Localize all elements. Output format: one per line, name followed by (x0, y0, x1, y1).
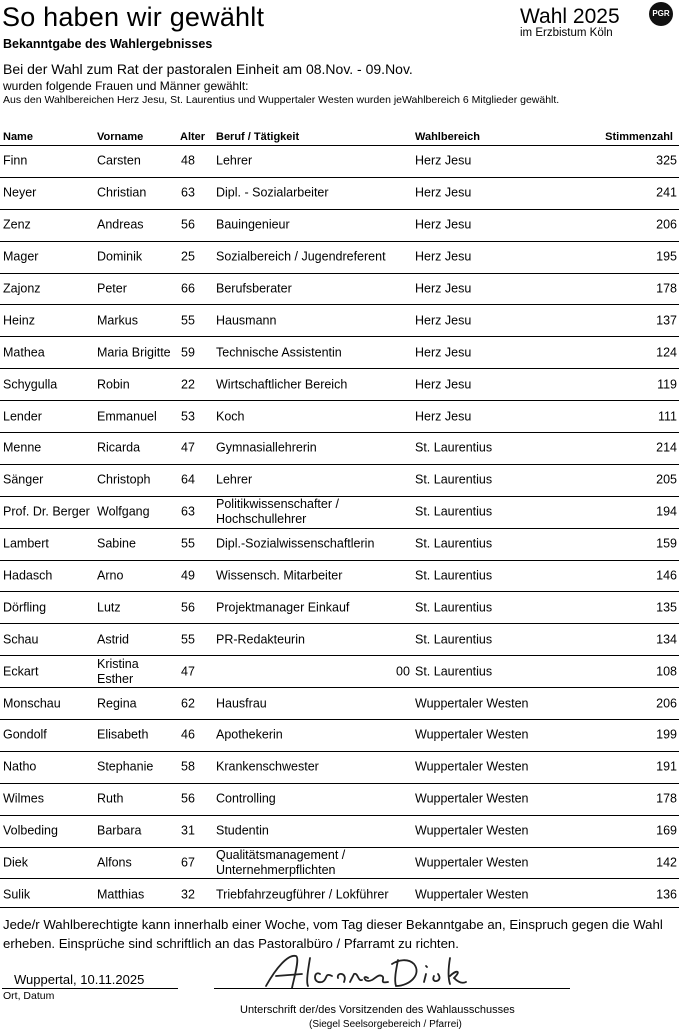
cell-beruf: Dipl.-Sozialwissenschaftlerin (216, 536, 375, 551)
signature-label: Unterschrift der/des Vorsitzenden des Wahlausschusses (240, 1004, 515, 1016)
cell-alter: 67 (181, 855, 195, 870)
table-row (0, 241, 679, 273)
election-brand (520, 6, 650, 39)
cell-wahlbereich: Herz Jesu (415, 249, 472, 264)
cell-wahlbereich: St. Laurentius (415, 632, 493, 647)
cell-wahlbereich: St. Laurentius (415, 568, 493, 583)
brand-main: Wahl 2025 (520, 5, 620, 28)
cell-stimmen: 178 (656, 791, 677, 806)
cell-stimmen: 135 (656, 600, 677, 615)
cell-wahlbereich: Herz Jesu (415, 409, 472, 424)
cell-name: Lambert (3, 536, 49, 551)
cell-vorname: Barbara (97, 823, 142, 838)
cell-wahlbereich: Wuppertaler Westen (415, 791, 529, 806)
cell-name: Menne (3, 440, 42, 455)
cell-beruf: Apothekerin (216, 727, 283, 742)
intro-line-3: Aus den Wahlbereichen Herz Jesu, St. Laurentius und Wuppertaler Westen wurden jeWahlbereich 6 Mitglieder gewählt. (3, 94, 560, 106)
cell-stimmen: 169 (656, 823, 677, 838)
table-row (0, 560, 679, 592)
cell-name: Zenz (3, 217, 31, 232)
cell-name: Prof. Dr. Berger (3, 504, 90, 519)
cell-wahlbereich: St. Laurentius (415, 504, 493, 519)
cell-beruf: Gymnasiallehrerin (216, 440, 317, 455)
cell-beruf: Triebfahrzeugführer / Lokführer (216, 887, 389, 902)
cell-name: Wilmes (3, 791, 44, 806)
cell-stimmen: 108 (656, 664, 677, 679)
cell-stimmen: 195 (656, 249, 677, 264)
signature-sublabel: (Siegel Seelsorgebereich / Pfarrei) (309, 1019, 462, 1030)
cell-name: Heinz (3, 313, 35, 328)
table-row (0, 336, 679, 368)
cell-name: Volbeding (3, 823, 58, 838)
cell-vorname: Matthias (97, 887, 145, 902)
cell-stimmen: 191 (656, 759, 677, 774)
cell-wahlbereich: Wuppertaler Westen (415, 727, 529, 742)
cell-name: Sulik (3, 887, 31, 902)
cell-vorname: Regina (97, 696, 137, 711)
cell-wahlbereich: Herz Jesu (415, 217, 472, 232)
cell-beruf: Hausfrau (216, 696, 267, 711)
cell-stimmen: 241 (656, 185, 677, 200)
cell-beruf: Wissensch. Mitarbeiter (216, 568, 343, 583)
cell-beruf: Projektmanager Einkauf (216, 600, 350, 615)
cell-vorname: Kristina Esther (97, 656, 139, 686)
cell-vorname: Sabine (97, 536, 136, 551)
cell-beruf: Koch (216, 409, 245, 424)
cell-beruf: Politikwissenschafter / Hochschullehrer (216, 497, 339, 527)
brand-sub: im Erzbistum Köln (520, 27, 613, 39)
cell-alter: 56 (181, 217, 195, 232)
cell-stimmen: 214 (656, 440, 677, 455)
cell-alter: 22 (181, 377, 195, 392)
cell-beruf: Technische Assistentin (216, 345, 342, 360)
cell-name: Hadasch (3, 568, 53, 583)
cell-wahlbereich: Herz Jesu (415, 281, 472, 296)
cell-stimmen: 205 (656, 472, 677, 487)
cell-beruf: Dipl. - Sozialarbeiter (216, 185, 329, 200)
cell-vorname: Andreas (97, 217, 144, 232)
cell-alter: 55 (181, 313, 195, 328)
pgr-badge: PGR (649, 2, 673, 26)
cell-alter: 56 (181, 791, 195, 806)
cell-name: Schygulla (3, 377, 58, 392)
cell-alter: 58 (181, 759, 195, 774)
header-alter: Alter (180, 131, 206, 143)
place-date-line (2, 988, 178, 989)
cell-alter: 59 (181, 345, 195, 360)
cell-wahlbereich: St. Laurentius (415, 600, 493, 615)
table-row (0, 878, 679, 910)
cell-name: Lender (3, 409, 42, 424)
table-row (0, 687, 679, 719)
header-stimmen: Stimmenzahl (605, 131, 673, 143)
cell-alter: 63 (181, 185, 195, 200)
cell-vorname: Lutz (97, 600, 121, 615)
cell-wahlbereich: Herz Jesu (415, 153, 472, 168)
cell-vorname: Christian (97, 185, 147, 200)
cell-name: Mathea (3, 345, 45, 360)
cell-wahlbereich: St. Laurentius (415, 664, 493, 679)
table-row (0, 719, 679, 751)
table-row (0, 496, 679, 528)
cell-alter: 56 (181, 600, 195, 615)
cell-vorname: Astrid (97, 632, 129, 647)
cell-vorname: Arno (97, 568, 124, 583)
cell-name: Sänger (3, 472, 44, 487)
table-row (0, 209, 679, 241)
cell-beruf: 00 (396, 664, 410, 679)
cell-beruf: PR-Redakteurin (216, 632, 305, 647)
cell-beruf: Sozialbereich / Jugendreferent (216, 249, 386, 264)
cell-wahlbereich: St. Laurentius (415, 536, 493, 551)
cell-alter: 31 (181, 823, 195, 838)
cell-vorname: Alfons (97, 855, 132, 870)
cell-beruf: Lehrer (216, 472, 253, 487)
intro-line-2: wurden folgende Frauen und Männer gewählt: (3, 79, 249, 93)
table-row (0, 847, 679, 879)
cell-stimmen: 178 (656, 281, 677, 296)
place-date-label: Ort, Datum (3, 990, 55, 1002)
header-name: Name (3, 131, 33, 143)
cell-name: Gondolf (3, 727, 47, 742)
place-date: Wuppertal, 10.11.2025 (14, 972, 145, 987)
cell-stimmen: 146 (656, 568, 677, 583)
cell-vorname: Peter (97, 281, 127, 296)
results-table (0, 145, 679, 910)
cell-beruf: Qualitätsmanagement / Unternehmerpflichten (216, 848, 346, 878)
cell-name: Zajonz (3, 281, 41, 296)
cell-vorname: Markus (97, 313, 138, 328)
table-row (0, 368, 679, 400)
cell-wahlbereich: Herz Jesu (415, 313, 472, 328)
cell-stimmen: 325 (656, 153, 677, 168)
cell-name: Natho (3, 759, 37, 774)
cell-vorname: Wolfgang (97, 504, 150, 519)
cell-alter: 55 (181, 536, 195, 551)
cell-wahlbereich: Herz Jesu (415, 377, 472, 392)
cell-name: Diek (3, 855, 29, 870)
objection-notice: Jede/r Wahlberechtigte kann innerhalb einer Woche, vom Tag dieser Bekanntgabe an, Einspruch gegen die Wahl erheben. Einsprüche sind schriftlich an das Pastoralbüro / Pfarramt zu richten. (3, 917, 663, 951)
table-row (0, 751, 679, 783)
cell-stimmen: 137 (656, 313, 677, 328)
cell-stimmen: 206 (656, 696, 677, 711)
table-row (0, 273, 679, 305)
cell-name: Monschau (3, 696, 61, 711)
cell-stimmen: 199 (656, 727, 677, 742)
cell-vorname: Ricarda (97, 440, 141, 455)
intro-line-1: Bei der Wahl zum Rat der pastoralen Einheit am 08.Nov. - 09.Nov. (3, 61, 413, 77)
cell-name: Dörfling (3, 600, 47, 615)
cell-alter: 47 (181, 664, 195, 679)
table-row (0, 432, 679, 464)
header-vorname: Vorname (97, 131, 144, 143)
cell-wahlbereich: Wuppertaler Westen (415, 696, 529, 711)
cell-vorname: Robin (97, 377, 130, 392)
cell-wahlbereich: Herz Jesu (415, 185, 472, 200)
cell-alter: 64 (181, 472, 195, 487)
table-row (0, 177, 679, 209)
cell-beruf: Wirtschaftlicher Bereich (216, 377, 348, 392)
cell-vorname: Ruth (97, 791, 124, 806)
cell-name: Schau (3, 632, 39, 647)
cell-stimmen: 111 (657, 409, 677, 424)
cell-stimmen: 142 (656, 855, 677, 870)
cell-stimmen: 134 (656, 632, 677, 647)
cell-alter: 53 (181, 409, 195, 424)
cell-vorname: Dominik (97, 249, 143, 264)
cell-stimmen: 124 (656, 345, 677, 360)
page-subtitle: Bekanntgabe des Wahlergebnisses (3, 37, 213, 51)
cell-alter: 55 (181, 632, 195, 647)
cell-beruf: Krankenschwester (216, 759, 319, 774)
cell-beruf: Berufsberater (216, 281, 292, 296)
table-row (0, 655, 679, 687)
cell-alter: 25 (181, 249, 195, 264)
table-bottom-rule (0, 907, 679, 908)
table-row (0, 400, 679, 432)
cell-stimmen: 194 (656, 504, 677, 519)
cell-wahlbereich: St. Laurentius (415, 440, 493, 455)
table-row (0, 528, 679, 560)
cell-alter: 48 (181, 153, 195, 168)
cell-stimmen: 136 (656, 887, 677, 902)
table-row (0, 464, 679, 496)
cell-alter: 46 (181, 727, 195, 742)
cell-name: Eckart (3, 664, 39, 679)
header-beruf: Beruf / Tätigkeit (216, 131, 300, 143)
cell-name: Finn (3, 153, 28, 168)
table-row (0, 591, 679, 623)
cell-stimmen: 119 (657, 377, 677, 392)
page-title: So haben wir gewählt (2, 2, 265, 32)
table-header (0, 131, 679, 145)
cell-stimmen: 206 (656, 217, 677, 232)
cell-vorname: Stephanie (97, 759, 154, 774)
cell-name: Mager (3, 249, 39, 264)
cell-wahlbereich: Wuppertaler Westen (415, 855, 529, 870)
cell-vorname: Maria Brigitte (97, 345, 171, 360)
cell-alter: 62 (181, 696, 195, 711)
cell-wahlbereich: Wuppertaler Westen (415, 887, 529, 902)
cell-alter: 32 (181, 887, 195, 902)
cell-vorname: Carsten (97, 153, 141, 168)
signature-line (214, 988, 570, 989)
table-row (0, 783, 679, 815)
cell-name: Neyer (3, 185, 37, 200)
cell-wahlbereich: St. Laurentius (415, 472, 493, 487)
cell-beruf: Lehrer (216, 153, 253, 168)
cell-vorname: Christoph (97, 472, 151, 487)
cell-alter: 63 (181, 504, 195, 519)
cell-beruf: Controlling (216, 791, 276, 806)
table-row (0, 145, 679, 177)
cell-alter: 66 (181, 281, 195, 296)
cell-beruf: Bauingenieur (216, 217, 290, 232)
table-row (0, 623, 679, 655)
cell-wahlbereich: Wuppertaler Westen (415, 759, 529, 774)
cell-alter: 49 (181, 568, 195, 583)
cell-wahlbereich: Herz Jesu (415, 345, 472, 360)
cell-alter: 47 (181, 440, 195, 455)
cell-vorname: Emmanuel (97, 409, 157, 424)
header-wahlbereich: Wahlbereich (415, 131, 480, 143)
cell-stimmen: 159 (656, 536, 677, 551)
cell-beruf: Studentin (216, 823, 269, 838)
table-row (0, 815, 679, 847)
cell-beruf: Hausmann (216, 313, 277, 328)
cell-wahlbereich: Wuppertaler Westen (415, 823, 529, 838)
cell-vorname: Elisabeth (97, 727, 149, 742)
table-row (0, 304, 679, 336)
